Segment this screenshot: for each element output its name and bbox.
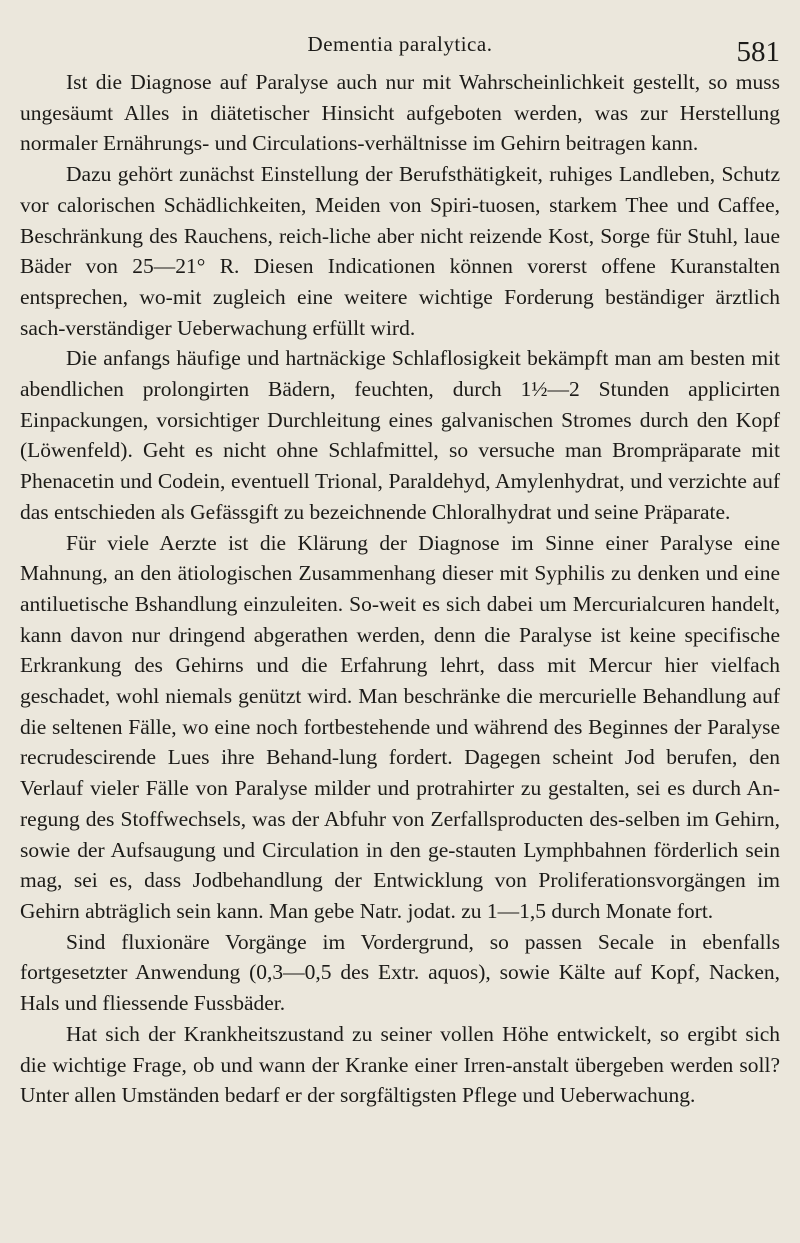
chapter-title: Dementia paralytica. [307, 32, 493, 56]
paragraph-syphilis-treatment: Für viele Aerzte ist die Klärung der Diagnose im Sinne einer Paralyse eine Mahnung, an den ätiologischen Zusammenhang dieser mit Syphilis zu denken und eine antiluetische Bshandlung einzuleiten. So-weit es sich dabei um Mercurialcuren handelt, kann davon nur dringend abgerathen werden, denn die Paralyse ist keine specifische Erkrankung des Gehirns und die Erfahrung lehrt, dass mit Mercur hier vielfach geschadet, wohl niemals genützt wird. Man beschränke die mercurielle Behandlung auf die seltenen Fälle, wo eine noch fortbestehende und während des Beginnes der Paralyse recrudescirende Lues ihre Behand-lung fordert. Dagegen scheint Jod berufen, den Verlauf vieler Fälle von Paralyse milder und protrahirter zu gestalten, sei es durch An-regung des Stoffwechsels, was der Abfuhr von Zerfallsproducten des-selben im Gehirn, sowie der Aufsaugung und Circulation in den ge-stauten Lymphbahnen förderlich sein mag, sei es, dass Jodbehandlung der Entwicklung von Proliferationsvorgängen im Gehirn abträglich sein kann. Man gebe Natr. jodat. zu 1—1,5 durch Monate fort. [20, 530, 780, 923]
running-head [20, 32, 780, 68]
body-text [20, 67, 780, 1111]
page-number: 581 [736, 36, 780, 68]
paragraph-diagnosis: Ist die Diagnose auf Paralyse auch nur mit Wahrscheinlichkeit gestellt, so muss ungesäumt Alles in diätetischer Hinsicht aufgeboten werden, was zur Herstellung normaler Ernährungs- und Circulations-verhältnisse im Gehirn beitragen kann. [20, 70, 780, 156]
paragraph-sleeplessness: Die anfangs häufige und hartnäckige Schlaflosigkeit bekämpft man am besten mit abendlichen prolongirten Bädern, feuchten, durch 1½—2 Stunden applicirten Einpackungen, vorsichtiger Durchleitung eines galvanischen Stromes durch den Kopf (Löwenfeld). Geht es nicht ohne Schlafmittel, so versuche man Brompräparate mit Phenacetin und Codein, eventuell Trional, Paraldehyd, Amylenhydrat, und verzichte auf das entschieden als Gefässgift zu bezeichnende Chloralhydrat und seine Präparate. [20, 346, 780, 524]
paragraph-asylum: Hat sich der Krankheitszustand zu seiner vollen Höhe entwickelt, so ergibt sich die wichtige Frage, ob und wann der Kranke einer Irren-anstalt übergeben werden soll? Unter allen Umständen bedarf er der sorgfältigsten Pflege und Ueberwachung. [20, 1021, 780, 1108]
paragraph-fluxion: Sind fluxionäre Vorgänge im Vordergrund, so passen Secale in ebenfalls fortgesetzter Anwendung (0,3—0,5 des Extr. aquos), sowie Kälte auf Kopf, Nacken, Hals und fliessende Fussbäder. [20, 929, 780, 1016]
paragraph-diet: Dazu gehört zunächst Einstellung der Berufsthätigkeit, ruhiges Landleben, Schutz vor calorischen Schädlichkeiten, Meiden von Spiri-tuosen, starkem Thee und Caffee, Beschränkung des Rauchens, reich-liche aber nicht reizende Kost, Sorge für Stuhl, laue Bäder von 25—21° R. Diesen Indicationen können vorerst offene Kuranstalten entsprechen, wo-mit zugleich eine weitere wichtige Forderung beständiger ärztlich sach-verständiger Ueberwachung erfüllt wird. [20, 162, 780, 340]
